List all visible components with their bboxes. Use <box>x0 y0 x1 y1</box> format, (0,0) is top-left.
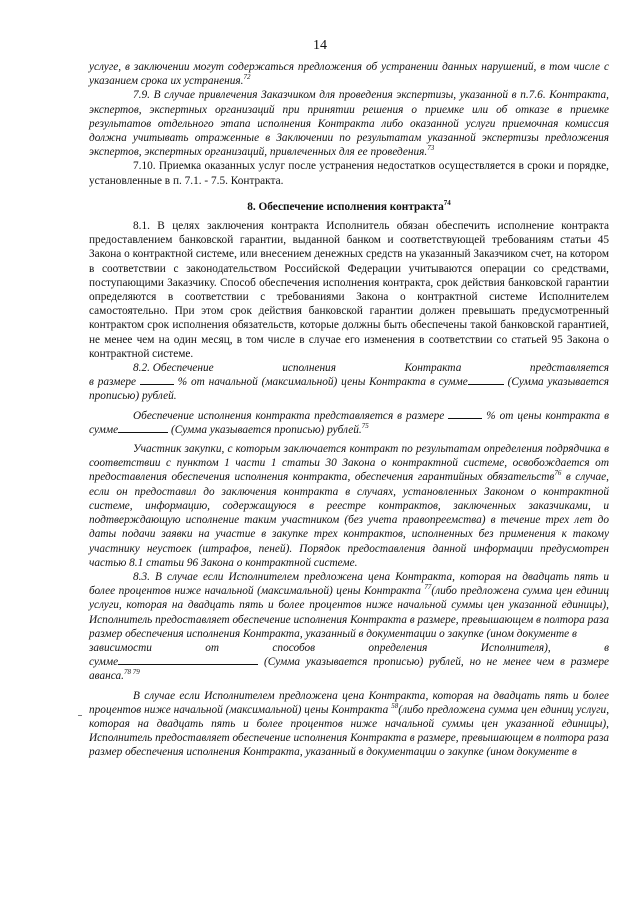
blank-field <box>448 409 482 419</box>
paragraph-8-2-first-line <box>89 361 609 375</box>
text: В случае если Исполнителем предложена цена Контракта, которая на двадцать пять и более процентов ниже начальной (максимальной) цены Контракта <box>89 689 609 716</box>
text: (либо предложена сумма цен единиц услуги, которая на двадцать пять и более процентов ниже начальной суммы цен указанной единицы), Исполнитель предоставляет обеспечение исполнения Контракта в размере, превышающем в полтора раза размер обеспечения исполнения Контракта, указанный в документации о закупке (ином документе в <box>89 585 609 640</box>
page-content <box>89 60 609 760</box>
continuation-text: услуге, в заключении могут содержаться предложения об устранении данных нарушений, в том числе с указанием срока их устранения. <box>89 61 609 88</box>
footnote-ref: 75 <box>361 422 369 431</box>
text: сумме <box>89 656 119 669</box>
text: % от начальной (максимальной) цены Контракта в сумме <box>177 376 468 389</box>
margin-mark <box>78 715 82 716</box>
word: определения <box>368 641 428 654</box>
section-heading <box>89 200 609 214</box>
blank-field <box>118 655 258 665</box>
footnote-ref: 77 <box>424 583 432 592</box>
paragraph-7-9-text: 7.9. В случае привлечения Заказчиком для проведения экспертизы, указанной в п.7.6. Контракта, экспертов, экспертных организаций при принятии решения о приемке или об отказе в приемке результатов отдельного этапа исполнения Контракта либо оказанной услуги приемочная комиссия должна учитывать отраженные в Заключении по результатам указанной экспертизы предложения экспертов, экспертных организаций, привлеченных для ее проведения. <box>89 89 609 159</box>
word: Исполнителя), <box>480 641 551 654</box>
blank-field <box>468 375 504 385</box>
paragraph-participant <box>89 442 609 570</box>
page-number: 14 <box>313 38 327 53</box>
paragraph-8-3-spread-line <box>89 641 609 655</box>
footnote-ref: 73 <box>427 144 435 153</box>
section-heading-text: 8. Обеспечение исполнения контракта <box>247 200 444 213</box>
text: (либо предложена сумма цен единиц услуги, которая на двадцать пять и более процентов ниже начальной суммы цен указанной единицы), Исполнитель предоставляет обеспечение исполнения Контракта в размере, превышающем в полтора раза размер обеспечения исполнения Контракта, указанный в документации о закупке (ином документе в <box>89 703 610 759</box>
footnote-ref: 74 <box>443 199 451 208</box>
word: в <box>604 641 609 654</box>
word: представляется <box>529 362 609 375</box>
paragraph-8-2 <box>89 375 609 403</box>
word: Контракта <box>404 362 462 375</box>
paragraph-continuation <box>89 60 609 88</box>
paragraph-8-3 <box>89 570 609 641</box>
paragraph-7-9 <box>89 88 609 159</box>
text: (Сумма указывается прописью) рублей. <box>170 423 362 436</box>
blank-field <box>140 375 174 385</box>
word: от <box>205 641 220 654</box>
paragraph-8-1: 8.1. В целях заключения контракта Исполнитель обязан обеспечить исполнение контракта предоставлением банковской гарантии, выданной банком и соответствующей требованиям статьи 45 Закона о контрактной системе, или внесением денежных средств на указанный Заказчиком счет, на котором в соответствии с законодательством Российской Федерации учитываются операции со средствами, поступающими Заказчику. Способ обеспечения исполнения контракта, срок действия банковской гарантии определяются в соответствии с требованиями Закона о контрактной системе Исполнителем самостоятельно. При этом срок действия банковской гарантии должен превышать предусмотренный контрактом срок исполнения обязательств, которые должны быть обеспечены такой банковской гарантией, не менее чем на один месяц, в том числе в случае его изменения в соответствии со статьей 95 Закона о контрактной системе. <box>89 220 609 360</box>
text: (Сумма указывается прописью) рублей, но не менее чем в размере аванса. <box>89 656 610 683</box>
footnote-ref: 76 <box>554 469 562 478</box>
word: способов <box>272 641 316 654</box>
paragraph-7-10: 7.10. Приемка оказанных услуг после устранения недостатков осуществляется в сроки и порядке, установленные в п. 7.1. - 7.5. Контракта. <box>89 160 609 187</box>
paragraph-last <box>89 689 609 760</box>
word: зависимости <box>89 641 152 654</box>
text: Обеспечение исполнения контракта представляется в размере <box>133 409 445 422</box>
text: в размере <box>89 376 137 389</box>
footnote-ref: 72 <box>243 73 251 82</box>
paragraph-alternative <box>89 409 609 437</box>
text: (Сумма указывается прописью) рублей. <box>89 376 609 403</box>
footnote-ref: 78 79 <box>123 668 140 677</box>
word: исполнения <box>282 362 336 375</box>
paragraph-8-3-end <box>89 655 609 683</box>
blank-field <box>118 423 168 433</box>
text: % от цены контракта в сумме <box>89 409 609 436</box>
text: в случае, если он предоставил до заключения контракта в случаях, установленных Законом о контрактной системе, информацию, содержащуюся в реестре контрактов, заключенных заказчиками, и подтверждающую исполнение таким участником (без учета правопреемства) в течение трех лет до даты подачи заявки на участие в закупке трех контрактов, исполненных без применения к такому участнику неустоек (штрафов, пеней). Порядок предоставления данной информации предусмотрен частью 8.1 статьи 96 Закона о контрактной системе. <box>89 471 609 569</box>
text: Участник закупки, с которым заключается контракт по результатам определения подрядчика в соответствии с пунктом 1 части 1 статьи 30 Закона о контрактной системе, освобождается от предоставления обеспечения исполнения контракта, обеспечения гарантийных обязательств <box>89 443 609 484</box>
text: 8.3. В случае если Исполнителем предложена цена Контракта, которая на двадцать пять и более процентов ниже начальной (максимальной) цены Контракта <box>89 570 609 598</box>
footnote-ref: 58 <box>391 701 399 710</box>
word: 8.2. Обеспечение <box>133 362 214 375</box>
